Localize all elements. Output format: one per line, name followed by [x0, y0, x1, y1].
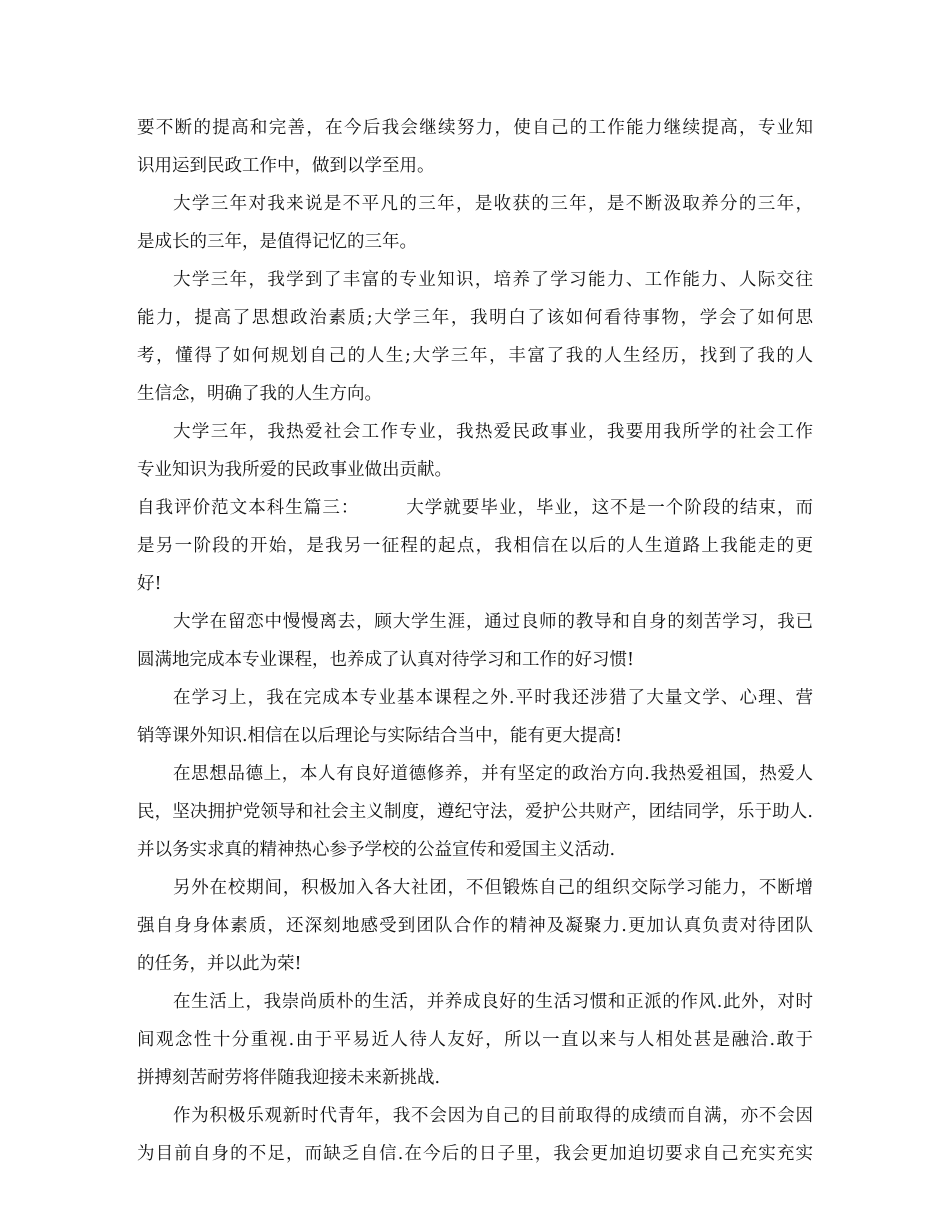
- text-line: 民，坚决拥护党领导和社会主义制度，遵纪守法，爱护公共财产，团结同学，乐于助人.: [137, 802, 813, 822]
- text-line: 圆满地完成本专业课程，也养成了认真对待学习和工作的好习惯!: [137, 650, 635, 670]
- text-line: 生信念，明确了我的人生方向。: [137, 384, 382, 404]
- text-line: 拼搏刻苦耐劳将伴随我迎接未来新挑战.: [137, 1068, 441, 1088]
- text-line: 间观念性十分重视.由于平易近人待人友好，所以一直以来与人相处甚是融洽.敢于: [137, 1030, 813, 1050]
- paragraph-first-line: 作为积极乐观新时代青年，我不会因为自己的目前取得的成绩而自满，亦不会因: [173, 1106, 813, 1126]
- text-line: 并以务实求真的精神热心参予学校的公益宣传和爱国主义活动.: [137, 840, 616, 860]
- paragraph-first-line: 大学三年对我来说是不平凡的三年，是收获的三年，是不断汲取养分的三年，: [173, 194, 813, 214]
- paragraph-first-line: 大学在留恋中慢慢离去，顾大学生涯，通过良师的教导和自身的刻苦学习，我已: [173, 612, 813, 632]
- text-line: 为目前自身的不足，而缺乏自信.在今后的日子里，我会更加迫切要求自己充实充实: [137, 1144, 813, 1164]
- text-line: 专业知识为我所爱的民政事业做出贡献。: [137, 460, 452, 480]
- text-line: 的任务，并以此为荣!: [137, 954, 302, 974]
- text-line: 是另一阶段的开始，是我另一征程的起点，我相信在以后的人生道路上我能走的更: [137, 536, 813, 556]
- paragraph-first-line: 另外在校期间，积极加入各大社团，不但锻炼自己的组织交际学习能力，不断增: [173, 878, 813, 898]
- text-line: 要不断的提高和完善，在今后我会继续努力，使自己的工作能力继续提高，专业知: [137, 118, 813, 138]
- text-line: 是成长的三年，是值得记忆的三年。: [137, 232, 417, 252]
- text-line: 强自身身体素质，还深刻地感受到团队合作的精神及凝聚力.更加认真负责对待团队: [137, 916, 813, 936]
- section-heading-line: 自我评价范文本科生篇三： 大学就要毕业，毕业，这不是一个阶段的结束，而: [137, 498, 813, 518]
- text-line: 能力，提高了思想政治素质;大学三年，我明白了该如何看待事物，学会了如何思: [137, 308, 813, 328]
- paragraph-first-line: 在生活上，我崇尚质朴的生活，并养成良好的生活习惯和正派的作风.此外，对时: [173, 992, 813, 1012]
- text-line: 考，懂得了如何规划自己的人生;大学三年，丰富了我的人生经历，找到了我的人: [137, 346, 813, 366]
- paragraph-first-line: 大学三年，我学到了丰富的专业知识，培养了学习能力、工作能力、人际交往: [173, 270, 813, 290]
- text-line: 销等课外知识.相信在以后理论与实际结合当中，能有更大提高!: [137, 726, 623, 746]
- paragraph-first-line: 大学三年，我热爱社会工作专业，我热爱民政事业，我要用我所学的社会工作: [173, 422, 813, 442]
- paragraph-first-line: 在思想品德上，本人有良好道德修养，并有坚定的政治方向.我热爱祖国，热爱人: [173, 764, 813, 784]
- text-line: 好!: [137, 574, 162, 594]
- paragraph-first-line: 在学习上，我在完成本专业基本课程之外.平时我还涉猎了大量文学、心理、营: [173, 688, 813, 708]
- text-line: 识用运到民政工作中，做到以学至用。: [137, 156, 435, 176]
